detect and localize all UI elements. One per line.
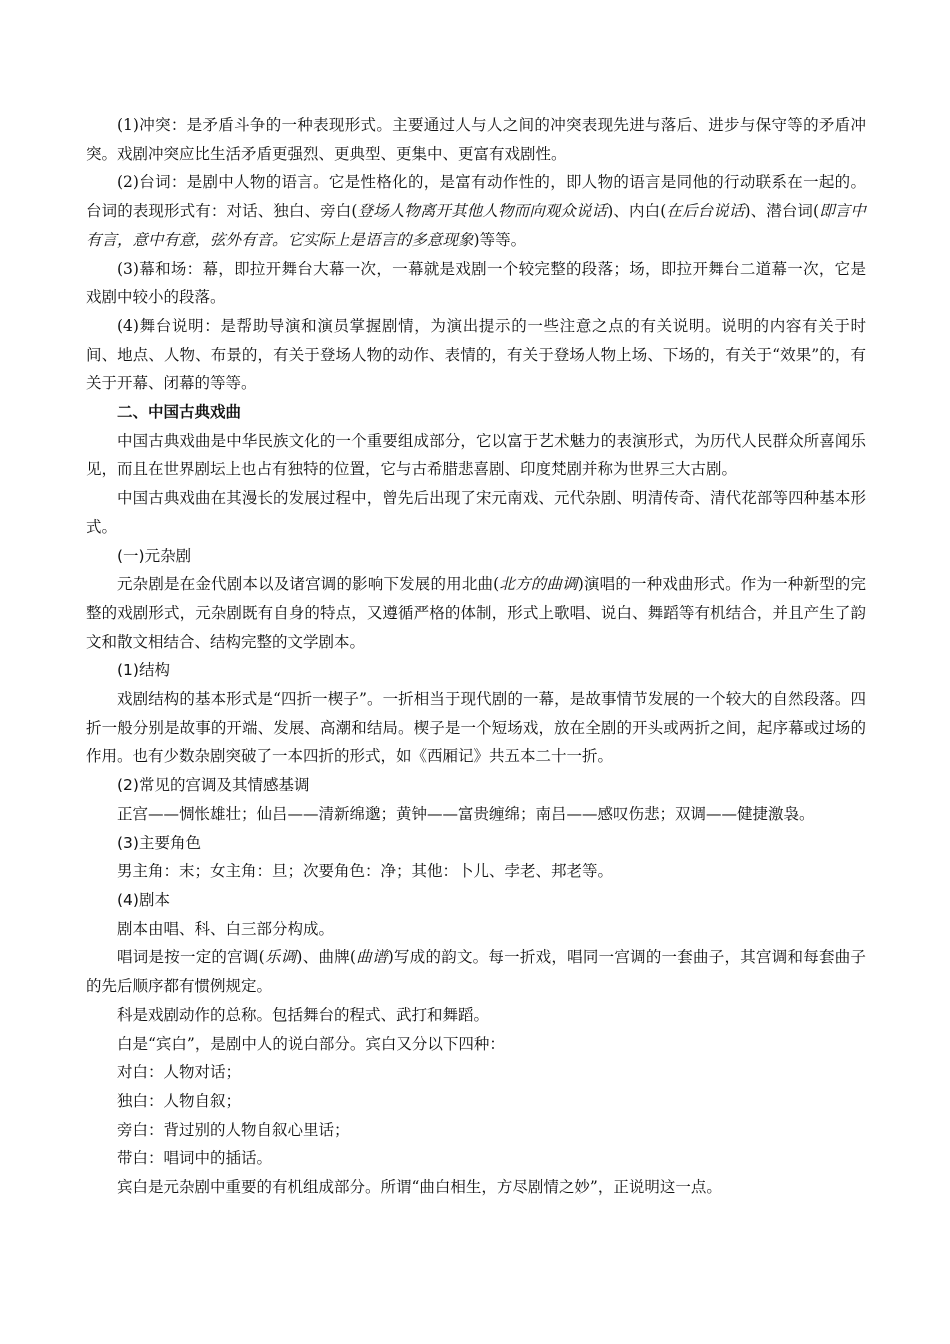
inline-note: 北方的曲调 [499,575,578,594]
text-segment: 对白：人物对话； [117,1063,242,1082]
inline-note: 乐调 [264,948,297,967]
body-paragraph [86,1030,866,1059]
text-segment: )、潜台词( [744,202,820,221]
body-paragraph [86,1058,866,1087]
body-paragraph [86,255,866,312]
text-segment: 独白：人物自叙； [117,1091,242,1110]
body-paragraph [86,685,866,771]
text-segment: 科是戏剧动作的总称。包括舞台的程式、武打和舞蹈。 [117,1005,490,1024]
text-segment: 中国古典戏曲在其漫长的发展过程中，曾先后出现了宋元南戏、元代杂剧、明清传奇、清代花部等四种基本形式。 [86,489,866,536]
text-segment: )写成的韵文。每一折戏，唱同一宫调的一套曲子，其宫调和每套曲子的先后顺序都有惯例规定。 [86,948,866,996]
body-paragraph [86,915,866,944]
subsection-heading [86,542,866,571]
body-paragraph [86,111,866,168]
body-paragraph [86,570,866,656]
body-paragraph [86,168,866,254]
text-segment: )演唱的一种戏曲形式。作为一种新型的完整的戏剧形式，元杂剧既有自身的特点，又遵循严格的体制，形式上歌唱、说白、舞蹈等有机结合，并且产生了韵文和散文相结合、结构完整的文学剧本。 [86,575,866,651]
text-segment: 元杂剧是在金代剧本以及诸宫调的影响下发展的用北曲( [117,575,500,594]
text-segment: (4)剧本 [117,890,170,909]
body-paragraph [86,1087,866,1116]
body-paragraph [86,1144,866,1173]
body-paragraph [86,427,866,484]
subsection-heading [86,656,866,685]
text-segment: (2)台词：是剧中人物的语言。它是性格化的，是富有动作性的，即人物的语言是同他的行动联系在一起的。台词的表现形式有：对话、独白、旁白( [86,173,866,221]
body-paragraph [86,1116,866,1145]
text-segment: 正宫——惆怅雄壮；仙吕——清新绵邈；黄钟——富贵缠绵；南吕——感叹伤悲；双调——健捷激袅。 [117,804,815,823]
body-paragraph [86,484,866,541]
subsection-heading [86,829,866,858]
text-segment: (3)主要角色 [117,833,201,852]
text-segment: 旁白：背过别的人物自叙心里话； [117,1120,350,1139]
text-segment: 剧本由唱、科、白三部分构成。 [117,919,335,938]
text-segment: 宾白是元杂剧中重要的有机组成部分。所谓“曲白相生，方尽剧情之妙”，正说明这一点。 [117,1178,722,1197]
text-segment: 唱词是按一定的宫调( [117,948,265,967]
inline-note: 登场人物离开其他人物而向观众说话 [357,202,608,221]
inline-note: 在后台说话 [666,202,745,221]
text-segment: 二、中国古典戏曲 [117,403,242,422]
body-paragraph [86,312,866,398]
text-segment: (4)舞台说明：是帮助导演和演员掌握剧情，为演出提示的一些注意之点的有关说明。说明的内容有关于时间、地点、人物、布景的，有关于登场人物的动作、表情的，有关于登场人物上场、下场的，有关于“效果”的，有关于开幕、闭幕的等等。 [86,316,866,393]
text-segment: (1)冲突：是矛盾斗争的一种表现形式。主要通过人与人之间的冲突表现先进与落后、进步与保守等的矛盾冲突。戏剧冲突应比生活矛盾更强烈、更典型、更集中、更富有戏剧性。 [86,116,866,163]
text-segment: (3)幕和场：幕，即拉开舞台大幕一次，一幕就是戏剧一个较完整的段落；场，即拉开舞台二道幕一次，它是戏剧中较小的段落。 [86,259,866,307]
text-segment: (一)元杂剧 [117,546,192,565]
text-segment: 白是“宾白”，是剧中人的说白部分。宾白又分以下四种： [117,1034,505,1053]
inline-note: 曲谱 [355,948,388,967]
text-segment: (2)常见的宫调及其情感基调 [117,776,310,795]
body-paragraph [86,800,866,829]
body-paragraph [86,1001,866,1030]
text-segment: 男主角：末；女主角：旦；次要角色：净；其他：卜儿、孛老、邦老等。 [117,862,614,881]
document-page [86,111,866,1202]
body-paragraph [86,857,866,886]
text-segment: (1)结构 [117,661,170,680]
body-paragraph [86,943,866,1000]
text-segment: )、曲牌( [296,948,356,967]
text-segment: 中国古典戏曲是中华民族文化的一个重要组成部分，它以富于艺术魅力的表演形式，为历代人民群众所喜闻乐见，而且在世界剧坛上也占有独特的位置，它与古希腊悲喜剧、印度梵剧并称为世界三大古剧。 [86,431,866,479]
subsection-heading [86,771,866,800]
inline-note: 即言中有言，意中有意，弦外有音。它实际上是语言的多意现象 [86,202,866,249]
text-segment: 带白：唱词中的插话。 [117,1149,273,1168]
section-heading [86,398,866,427]
body-paragraph [86,1173,866,1202]
text-segment: )等等。 [473,230,527,249]
text-segment: )、内白( [607,202,667,221]
subsection-heading [86,886,866,915]
text-segment: 戏剧结构的基本形式是“四折一楔子”。一折相当于现代剧的一幕，是故事情节发展的一个较大的自然段落。四折一般分别是故事的开端、发展、高潮和结局。楔子是一个短场戏，放在全剧的开头或两折之间，起序幕或过场的作用。也有少数杂剧突破了一本四折的形式，如《西厢记》共五本二十一折。 [86,690,866,766]
